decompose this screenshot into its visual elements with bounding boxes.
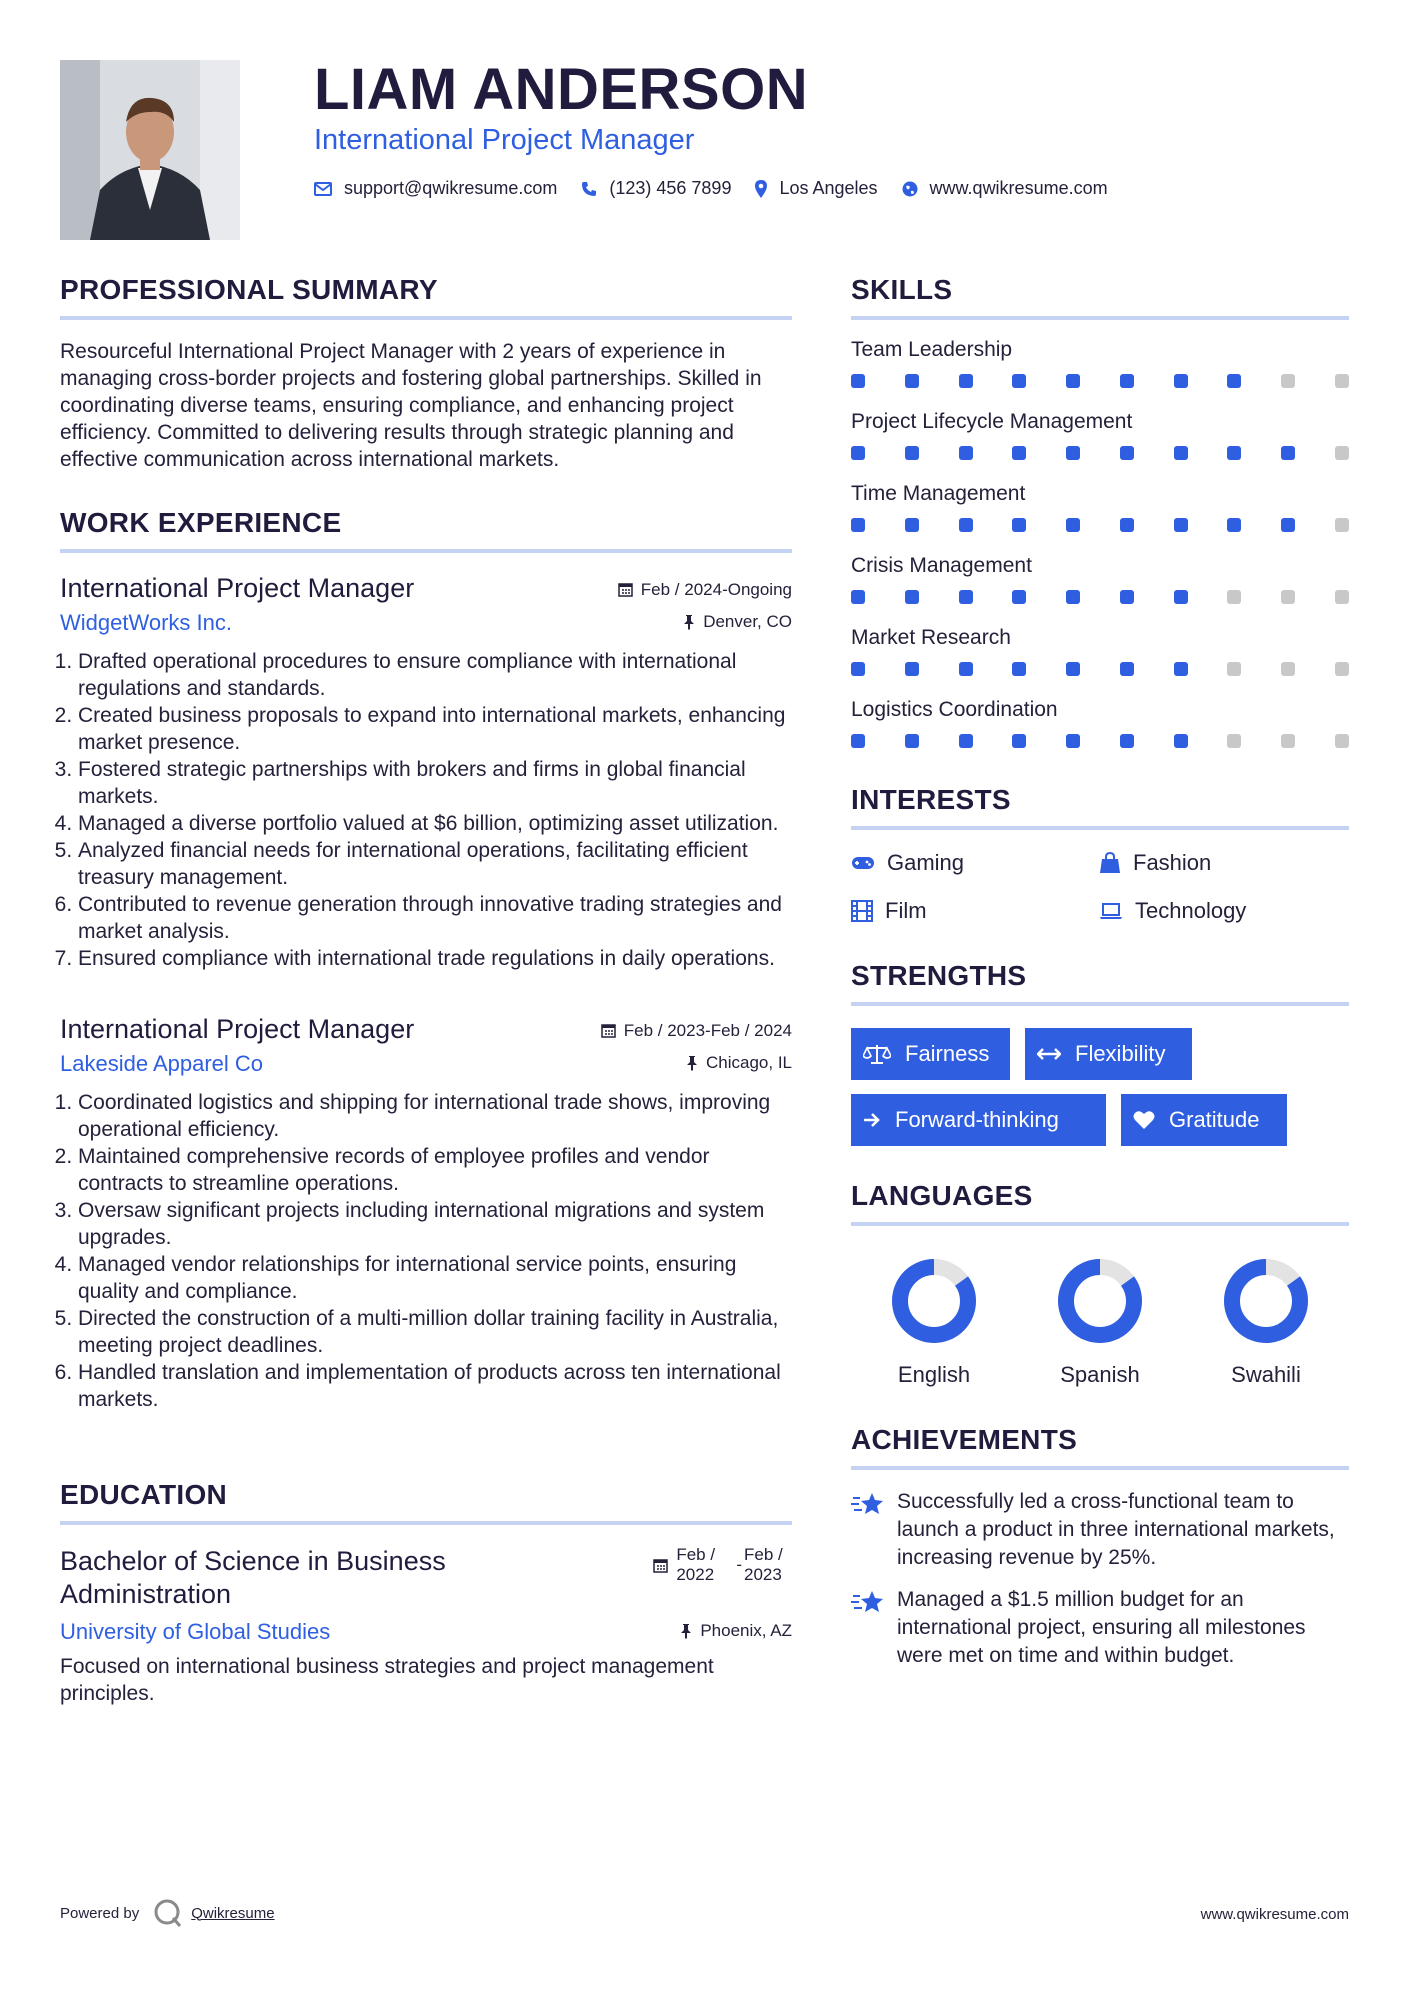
job-location	[686, 1053, 792, 1073]
interest-label: Film	[885, 898, 927, 923]
language-item	[1183, 1258, 1349, 1388]
skill-rating	[851, 662, 1349, 676]
laptop-icon	[1099, 902, 1123, 920]
job-entry	[60, 1014, 792, 1413]
pushpin-icon	[686, 1055, 698, 1071]
phone-icon	[581, 181, 597, 197]
contact-website[interactable]	[902, 178, 1108, 199]
shooting-star-icon	[851, 1588, 885, 1616]
shopping-bag-icon	[1099, 852, 1121, 874]
skill-dot-empty	[1227, 662, 1241, 676]
strength-tag	[1121, 1094, 1287, 1146]
language-name: English	[897, 1362, 971, 1387]
arrows-horizontal-icon	[1037, 1047, 1061, 1061]
contact-bar	[314, 178, 1132, 199]
language-name: Swahili	[1231, 1362, 1301, 1387]
interest-item	[1099, 850, 1347, 876]
balance-scale-icon	[863, 1043, 891, 1065]
education-location-text: Phoenix, AZ	[700, 1621, 792, 1640]
skill-dot-filled	[959, 734, 973, 748]
job-bullet: 2. Maintained comprehensive records of employee profiles and vendor contracts to streamline operations.	[78, 1143, 792, 1197]
person-photo-icon	[60, 60, 240, 240]
job-location-text: Denver, CO	[703, 612, 792, 631]
job-bullet: 6. Contributed to revenue generation through innovative trading strategies and market analysis.	[78, 891, 792, 945]
language-item	[1017, 1258, 1183, 1388]
interests-section	[851, 784, 1349, 924]
qwikresume-logo-icon	[153, 1898, 183, 1928]
skill-dot-empty	[1281, 734, 1295, 748]
skill-item	[851, 410, 1349, 460]
skill-dot-filled	[1066, 518, 1080, 532]
skill-dot-empty	[1227, 590, 1241, 604]
job-bullet: 1. Coordinated logistics and shipping for international trade shows, improving operational efficiency.	[78, 1089, 792, 1143]
skill-dot-filled	[1174, 518, 1188, 532]
envelope-icon	[314, 182, 332, 196]
job-date	[618, 580, 792, 600]
education-end-line1: Feb /	[744, 1545, 783, 1564]
skill-dot-filled	[1120, 518, 1134, 532]
job-date-text: Feb / 2024-Ongoing	[640, 579, 792, 599]
skill-dot-empty	[1335, 590, 1349, 604]
strengths-title: STRENGTHS	[851, 960, 1349, 1006]
achievements-title: ACHIEVEMENTS	[851, 1424, 1349, 1470]
skill-dot-empty	[1335, 662, 1349, 676]
pushpin-icon	[683, 614, 695, 630]
skills-title: SKILLS	[851, 274, 1349, 320]
interest-label: Technology	[1135, 898, 1247, 923]
language-item	[851, 1258, 1017, 1388]
job-bullet: 3. Fostered strategic partnerships with brokers and firms in global financial markets.	[78, 756, 792, 810]
achievement-item	[851, 1586, 1349, 1670]
skill-dot-filled	[905, 590, 919, 604]
education-end-line2: 2023	[744, 1565, 782, 1584]
strength-tag	[851, 1094, 1106, 1146]
skill-item	[851, 626, 1349, 676]
language-donut	[891, 1258, 977, 1344]
skill-dot-filled	[1012, 518, 1026, 532]
skill-dot-filled	[959, 374, 973, 388]
skill-dot-filled	[1281, 446, 1295, 460]
skill-dot-empty	[1335, 734, 1349, 748]
summary-text: Resourceful International Project Manager with 2 years of experience in managing cross-border projects and fostering global partnerships. Skilled in coordinating diverse teams, ensuring compliance, and enhancing project efficiency. Committed to delivering results through strategic planning and effective communication across international markets.	[60, 340, 762, 471]
contact-location	[755, 178, 877, 199]
skill-item	[851, 482, 1349, 532]
education-degree: Bachelor of Science in Business Administration	[60, 1546, 446, 1609]
skill-dot-filled	[959, 662, 973, 676]
education-location	[680, 1621, 792, 1641]
achievements-section	[851, 1424, 1349, 1670]
skill-rating	[851, 590, 1349, 604]
skill-dot-empty	[1281, 590, 1295, 604]
skill-dot-filled	[905, 446, 919, 460]
languages-list	[851, 1258, 1349, 1388]
skill-dot-filled	[1174, 446, 1188, 460]
skill-dot-filled	[1066, 662, 1080, 676]
experience-section	[60, 507, 792, 1413]
footer-powered-label: Powered by	[60, 1904, 140, 1922]
achievement-item	[851, 1488, 1349, 1572]
skill-dot-filled	[1120, 662, 1134, 676]
job-title: International Project Manager	[60, 573, 415, 603]
strength-label: Gratitude	[1169, 1107, 1260, 1132]
skill-dot-empty	[1227, 734, 1241, 748]
job-bullets	[60, 648, 792, 972]
job-bullet: 5. Analyzed financial needs for international operations, facilitating efficient treasury management.	[78, 837, 792, 891]
job-bullet: 4. Managed a diverse portfolio valued at $6 billion, optimizing asset utilization.	[78, 810, 792, 837]
skill-dot-filled	[1227, 374, 1241, 388]
calendar-icon	[618, 582, 633, 597]
skills-section	[851, 274, 1349, 748]
languages-title: LANGUAGES	[851, 1180, 1349, 1226]
skill-dot-filled	[1174, 662, 1188, 676]
achievement-text: Managed a $1.5 million budget for an international project, ensuring all milestones were met on time and within budget.	[897, 1588, 1306, 1667]
skill-dot-filled	[1012, 590, 1026, 604]
education-title: EDUCATION	[60, 1479, 792, 1525]
footer-brand-link[interactable]: Qwikresume	[191, 1904, 275, 1922]
right-column	[851, 274, 1349, 1684]
contact-phone-text: (123) 456 7899	[609, 178, 732, 198]
job-company: Lakeside Apparel Co	[60, 1051, 264, 1076]
experience-title: WORK EXPERIENCE	[60, 507, 792, 553]
contact-location-text: Los Angeles	[779, 178, 878, 198]
job-bullet: 4. Managed vendor relationships for international service points, ensuring quality and compliance.	[78, 1251, 792, 1305]
globe-icon	[902, 181, 918, 197]
job-title: International Project Manager	[60, 1014, 415, 1044]
interest-item	[1099, 898, 1347, 924]
job-subheader	[60, 1051, 792, 1077]
interests-title: INTERESTS	[851, 784, 1349, 830]
skill-dot-filled	[1012, 662, 1026, 676]
candidate-role: International Project Manager	[314, 124, 695, 156]
map-marker-icon	[755, 180, 767, 198]
skill-dot-filled	[959, 446, 973, 460]
interests-grid	[851, 850, 1349, 924]
strength-label: Flexibility	[1075, 1041, 1166, 1066]
arrow-right-icon	[863, 1111, 881, 1129]
skill-dot-filled	[959, 590, 973, 604]
job-location-text: Chicago, IL	[706, 1053, 792, 1072]
pushpin-icon	[680, 1623, 692, 1639]
skill-dot-filled	[1174, 590, 1188, 604]
language-name: Spanish	[1060, 1362, 1140, 1387]
job-subheader	[60, 610, 792, 636]
education-subheader	[60, 1619, 792, 1645]
skill-dot-filled	[1281, 518, 1295, 532]
skill-dot-filled	[1012, 374, 1026, 388]
interest-item	[851, 850, 1099, 876]
job-bullets	[60, 1089, 792, 1413]
skill-dot-filled	[1066, 590, 1080, 604]
education-end	[744, 1545, 792, 1585]
skill-dot-filled	[905, 734, 919, 748]
job-date-text: Feb / 2023-Feb / 2024	[623, 1020, 792, 1040]
summary-section	[60, 274, 792, 473]
skill-dot-filled	[959, 518, 973, 532]
skill-dot-filled	[1227, 518, 1241, 532]
skill-name: Time Management	[851, 482, 1026, 505]
skill-item	[851, 338, 1349, 388]
skill-dot-empty	[1335, 446, 1349, 460]
job-bullet: 7. Ensured compliance with international trade regulations in daily operations.	[78, 945, 792, 972]
shooting-star-icon	[851, 1490, 885, 1518]
strength-label: Forward-thinking	[895, 1107, 1059, 1132]
skill-dot-filled	[1120, 590, 1134, 604]
profile-photo	[60, 60, 240, 240]
footer-powered	[60, 1898, 275, 1928]
skill-name: Team Leadership	[851, 338, 1013, 361]
left-column	[60, 274, 792, 1707]
skill-dot-filled	[905, 518, 919, 532]
interest-item	[851, 898, 1099, 924]
education-start-line1: Feb /	[676, 1545, 716, 1564]
education-school: University of Global Studies	[60, 1619, 331, 1644]
job-bullet: 6. Handled translation and implementation of products across ten international markets.	[78, 1359, 792, 1413]
education-date-dash: -	[736, 1555, 742, 1574]
skill-dot-filled	[1227, 446, 1241, 460]
skill-dot-filled	[1174, 734, 1188, 748]
skill-dot-filled	[851, 590, 865, 604]
interest-label: Gaming	[887, 850, 965, 875]
job-header	[60, 573, 792, 604]
contact-email[interactable]	[314, 178, 557, 199]
skill-name: Logistics Coordination	[851, 698, 1058, 721]
summary-title: PROFESSIONAL SUMMARY	[60, 274, 792, 320]
skill-name: Market Research	[851, 626, 1011, 649]
strength-tag	[1025, 1028, 1192, 1080]
job-bullet: 1. Drafted operational procedures to ensure compliance with international regulations and standards.	[78, 648, 792, 702]
education-dates	[653, 1545, 792, 1585]
skill-dot-filled	[1120, 374, 1134, 388]
strength-tag	[851, 1028, 1010, 1080]
skill-dot-filled	[905, 374, 919, 388]
job-entry	[60, 573, 792, 972]
education-header	[60, 1545, 792, 1611]
job-bullet: 5. Directed the construction of a multi-million dollar training facility in Australia, meeting project deadlines.	[78, 1305, 792, 1359]
skill-name: Project Lifecycle Management	[851, 410, 1133, 433]
candidate-name: LIAM ANDERSON	[314, 57, 809, 122]
language-donut	[1223, 1258, 1309, 1344]
calendar-icon	[653, 1558, 668, 1573]
skills-list	[851, 338, 1349, 748]
contact-email-text: support@qwikresume.com	[344, 178, 558, 198]
education-section	[60, 1479, 792, 1707]
contact-phone[interactable]	[581, 178, 731, 199]
skill-dot-filled	[1174, 374, 1188, 388]
film-icon	[851, 900, 873, 922]
skill-dot-filled	[1120, 446, 1134, 460]
job-bullet: 3. Oversaw significant projects including international migrations and system upgrades.	[78, 1197, 792, 1251]
education-start	[676, 1545, 732, 1585]
strength-label: Fairness	[905, 1041, 990, 1066]
skill-name: Crisis Management	[851, 554, 1032, 577]
skill-dot-empty	[1335, 518, 1349, 532]
achievement-text: Successfully led a cross-functional team to launch a product in three international markets, increasing revenue by 25%.	[897, 1490, 1335, 1569]
skill-dot-filled	[851, 662, 865, 676]
skill-rating	[851, 734, 1349, 748]
skill-rating	[851, 518, 1349, 532]
education-description: Focused on international business strategies and project management principles.	[60, 1655, 714, 1705]
job-date	[601, 1021, 792, 1041]
job-header	[60, 1014, 792, 1045]
skill-dot-filled	[1012, 734, 1026, 748]
skill-dot-empty	[1281, 662, 1295, 676]
job-bullet: 2. Created business proposals to expand into international markets, enhancing market presence.	[78, 702, 792, 756]
skill-dot-filled	[1120, 734, 1134, 748]
job-location	[683, 612, 792, 632]
calendar-icon	[601, 1023, 616, 1038]
strengths-list	[851, 1028, 1349, 1146]
footer-website[interactable]: www.qwikresume.com	[1200, 1906, 1349, 1923]
heart-icon	[1133, 1110, 1155, 1130]
skill-item	[851, 698, 1349, 748]
skill-rating	[851, 446, 1349, 460]
skill-dot-filled	[1066, 374, 1080, 388]
job-company: WidgetWorks Inc.	[60, 610, 232, 635]
interest-label: Fashion	[1133, 850, 1212, 875]
skill-dot-filled	[905, 662, 919, 676]
contact-website-text: www.qwikresume.com	[929, 178, 1108, 198]
skill-rating	[851, 374, 1349, 388]
skill-dot-filled	[1066, 734, 1080, 748]
skill-dot-filled	[1012, 446, 1026, 460]
skill-dot-filled	[851, 446, 865, 460]
skill-dot-filled	[851, 374, 865, 388]
education-start-line2: 2022	[676, 1565, 715, 1584]
language-donut	[1057, 1258, 1143, 1344]
gamepad-icon	[851, 855, 875, 871]
skill-item	[851, 554, 1349, 604]
skill-dot-filled	[851, 518, 865, 532]
skill-dot-empty	[1335, 374, 1349, 388]
languages-section	[851, 1180, 1349, 1388]
skill-dot-empty	[1281, 374, 1295, 388]
strengths-section	[851, 960, 1349, 1146]
skill-dot-filled	[1066, 446, 1080, 460]
skill-dot-filled	[851, 734, 865, 748]
